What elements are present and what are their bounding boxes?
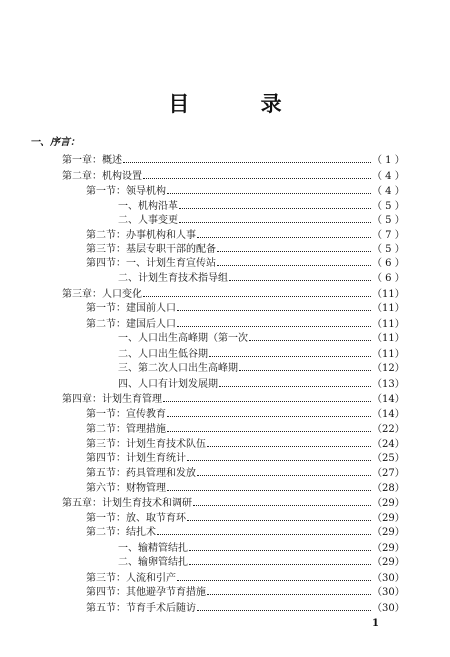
toc-dot-leader [207,586,371,595]
toc-dot-leader [163,393,371,402]
toc-entry-page: （ 7 ） [372,230,405,241]
toc-entry [62,497,405,510]
toc-dot-leader [167,408,371,417]
toc-entry [86,243,405,256]
toc-entry [118,542,405,555]
toc-entry-page: （30） [372,603,405,614]
toc-entry-page: （29） [372,557,405,568]
toc-dot-leader [189,542,371,551]
toc-entry-label: 第四章：计划生育管理 [62,394,162,405]
toc-dot-leader [219,378,371,387]
toc-entry-label: 第三节：人流和引产 [86,573,176,584]
toc-entry-label: 第五章：计划生育技术和调研 [62,498,192,509]
toc-entry [86,318,405,331]
toc-entry [86,229,405,242]
toc-entry [86,526,405,539]
toc-entry [86,423,405,436]
toc-dot-leader [167,423,371,432]
toc-entry [62,288,405,301]
toc-entry-page: （ 5 ） [372,215,405,226]
toc-dot-leader [143,170,371,179]
toc-entry-label: 第四节：计划生育统计 [86,453,186,464]
toc-entry [118,214,405,227]
toc-entry [86,302,405,315]
toc-entry [118,348,405,361]
toc-entry-label: 第五节：药具管理和发放 [86,468,196,479]
toc-entry-label: 第一节：建国前人口 [86,303,176,314]
toc-entry-page: （ 4 ） [372,186,405,197]
toc-entry [30,137,398,149]
toc-entry-page: （ 6 ） [372,273,405,284]
toc-entry-label: 第二章：机构设置 [62,171,142,182]
toc-entry [86,438,405,451]
toc-entry-label: 一、输精管结扎 [118,543,188,554]
toc-entry-label: 第二节：办事机构和人事 [86,230,196,241]
toc-entry-page: （12） [372,363,405,374]
toc-entry-page: （25） [372,453,405,464]
toc-entry-label: 一、序言： [30,137,80,148]
toc-dot-leader [229,272,371,281]
toc-entry [86,257,405,270]
toc-entry-label: 二、人口出生低谷期 [118,349,208,360]
toc-dot-leader [177,318,371,327]
toc-entry [118,378,405,391]
toc-entry-label: 第一章：概述 [62,155,122,166]
toc-dot-leader [239,362,371,371]
toc-entry-page: （ 6 ） [372,258,405,269]
toc-entry-label: 第三章：人口变化 [62,289,142,300]
toc-entry [118,200,405,213]
toc-entry [86,185,405,198]
toc-entry [62,154,405,167]
toc-entry-page: （11） [372,349,405,360]
toc-entry-label: 一、人口出生高峰期（第一次 [118,333,248,344]
toc-entry-label: 三、第二次人口出生高峰期 [118,363,238,374]
toc-entry-page: （ 5 ） [372,201,405,212]
toc-entry-page: （27） [372,468,405,479]
toc-entry-label: 第四节：一、计划生育宣传站 [86,258,216,269]
toc-dot-leader [187,512,371,521]
toc-dot-leader [217,257,371,266]
toc-entry-page: （11） [372,333,405,344]
toc-entry-label: 第一节：宣传教育 [86,409,166,420]
toc-dot-leader [189,556,371,565]
toc-dot-leader [179,200,371,209]
toc-entry-page: （28） [372,483,405,494]
toc-dot-leader [249,332,371,341]
toc-dot-leader [157,526,371,535]
toc-entry [118,332,405,345]
toc-entry [86,408,405,421]
toc-entry-label: 第一节：领导机构 [86,186,166,197]
toc-entry [86,512,405,525]
page-number: 1 [372,618,379,629]
toc-entry [86,452,405,465]
toc-entry-page: （30） [372,573,405,584]
toc-entry-page: （ 5 ） [372,244,405,255]
toc-entry-label: 二、计划生育技术指导组 [118,273,228,284]
toc-entry-page: （29） [372,513,405,524]
toc-dot-leader [177,302,371,311]
toc-entry-label: 第二节：建国后人口 [86,319,176,330]
toc-dot-leader [217,243,371,252]
toc-entry [86,602,405,615]
toc-entry-label: 第三节：计划生育技术队伍 [86,439,206,450]
toc-entry-label: 第四节：其他避孕节育措施 [86,587,206,598]
toc-dot-leader [207,438,371,447]
toc-dot-leader [197,602,371,611]
toc-entry [86,467,405,480]
toc-entry [86,482,405,495]
toc-entry-page: （11） [372,303,405,314]
toc-entry-label: 第二节：结扎术 [86,527,156,538]
toc-entry-page: （14） [372,394,405,405]
page-title: 目 录 [168,91,314,116]
toc-entry [118,362,405,375]
toc-entry-page: （29） [372,527,405,538]
toc-entry-page: （14） [372,409,405,420]
toc-entry-label: 第三节：基层专职干部的配备 [86,244,216,255]
toc-dot-leader [177,572,371,581]
toc-dot-leader [187,452,371,461]
toc-entry-label: 二、人事变更 [118,215,178,226]
toc-dot-leader [193,497,371,506]
toc-entry [62,393,405,406]
toc-entry-label: 四、人口有计划发展期 [118,379,218,390]
toc-dot-leader [143,288,371,297]
toc-entry-page: （ 4 ） [372,171,405,182]
toc-entry [118,272,405,285]
toc-entry [62,170,405,183]
toc-entry-label: 二、输卵管结扎 [118,557,188,568]
toc-entry [118,556,405,569]
toc-dot-leader [197,229,371,238]
toc-entry-page: （22） [372,424,405,435]
toc-entry-label: 第六节：财物管理 [86,483,166,494]
toc-entry-label: 第二节：管理措施 [86,424,166,435]
toc-entry-page: （13） [372,379,405,390]
toc-entry-page: （ 1 ） [372,155,405,166]
toc-entry-label: 第五节：节育手术后随访 [86,603,196,614]
toc-entry-page: （29） [372,543,405,554]
toc-entry-page: （30） [372,587,405,598]
toc-entry-label: 第一节：放、取节育环 [86,513,186,524]
toc-dot-leader [197,467,371,476]
toc-dot-leader [167,185,371,194]
toc-entry-page: （11） [372,319,405,330]
toc-dot-leader [123,154,371,163]
toc-dot-leader [167,482,371,491]
toc-entry-page: （11） [372,289,405,300]
toc-dot-leader [179,214,371,223]
toc-entry [86,572,405,585]
toc-entry-page: （24） [372,439,405,450]
toc-entry-page: （29） [372,498,405,509]
toc-entry [86,586,405,599]
toc-entry-label: 一、机构沿革 [118,201,178,212]
toc-dot-leader [209,348,371,357]
